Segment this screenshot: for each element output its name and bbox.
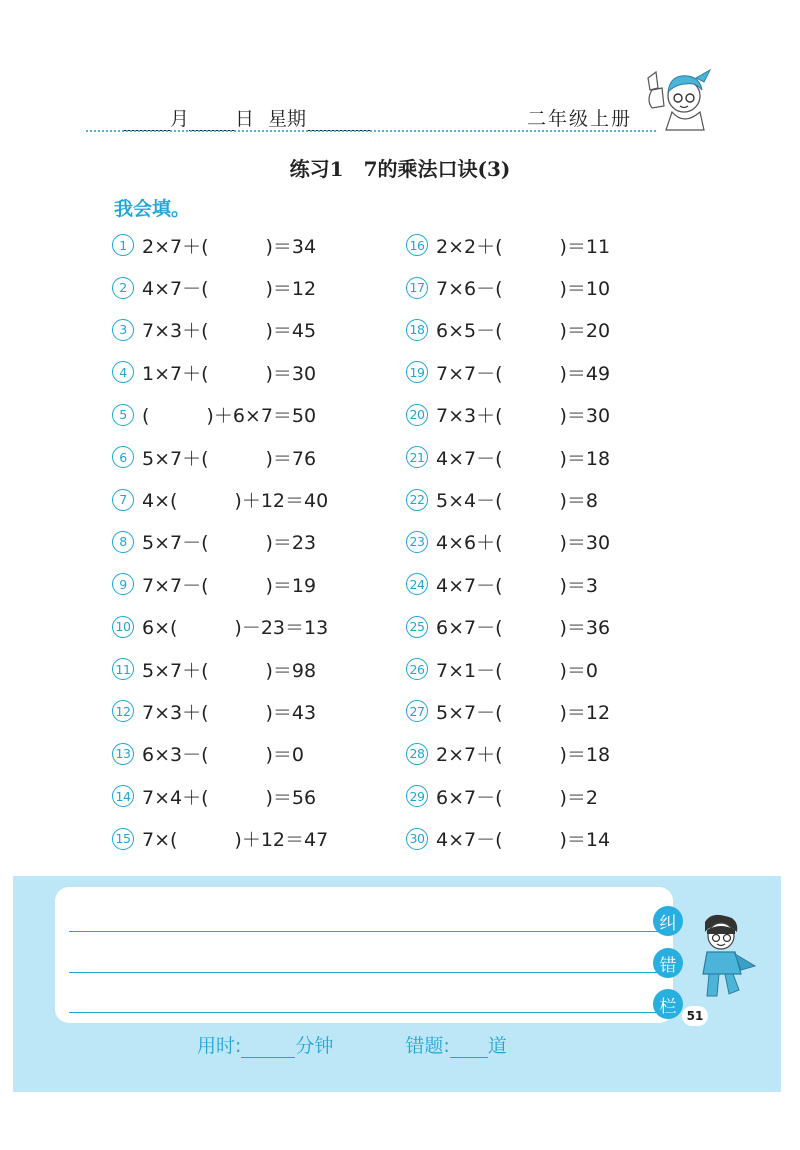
correction-char: 错 (653, 948, 683, 978)
problem-number: 11 (112, 658, 134, 680)
problem-expression: 4×7－( )＝12 (142, 278, 317, 301)
problem-expression: 5×7＋( )＝98 (142, 659, 317, 682)
problem-number: 12 (112, 700, 134, 722)
problem-column-right (406, 224, 610, 860)
problem-row[interactable] (112, 733, 328, 775)
problem-row[interactable] (112, 224, 328, 266)
problem-number: 23 (406, 531, 428, 553)
mascot-thumbs-up-icon (638, 66, 722, 136)
day-blank[interactable] (189, 111, 235, 131)
problem-row[interactable] (406, 309, 610, 351)
problem-expression: 6×7－( )＝2 (436, 786, 599, 809)
problem-row[interactable] (112, 775, 328, 817)
problem-number: 26 (406, 658, 428, 680)
problem-expression: 7×7－( )＝49 (436, 362, 611, 385)
problem-number: 5 (112, 404, 134, 426)
problem-row[interactable] (112, 563, 328, 605)
problem-expression: 7×3＋( )＝30 (436, 405, 611, 428)
problem-row[interactable] (112, 690, 328, 732)
problem-row[interactable] (112, 436, 328, 478)
problem-expression: 4×7－( )＝18 (436, 447, 611, 470)
problem-expression: 5×7－( )＝23 (142, 532, 317, 555)
writing-line[interactable] (69, 1012, 663, 1013)
problem-row[interactable] (406, 266, 610, 308)
errors-unit: 道 (487, 1035, 507, 1057)
problem-expression: 6×7－( )＝36 (436, 617, 611, 640)
weekday-blank[interactable] (306, 111, 370, 131)
problem-expression: 7×4＋( )＝56 (142, 786, 317, 809)
problem-row[interactable] (406, 817, 610, 859)
problem-expression: 2×2＋( )＝11 (436, 235, 611, 258)
errors-label: 错题: (405, 1035, 450, 1057)
page-number: 51 (682, 1006, 708, 1026)
problem-number: 10 (112, 616, 134, 638)
problem-row[interactable] (406, 351, 610, 393)
problem-number: 18 (406, 319, 428, 341)
errors-blank[interactable] (450, 1040, 488, 1058)
problem-number: 2 (112, 277, 134, 299)
problem-row[interactable] (406, 606, 610, 648)
problem-number: 9 (112, 573, 134, 595)
header-divider (86, 130, 656, 132)
problem-number: 1 (112, 234, 134, 256)
problem-row[interactable] (112, 394, 328, 436)
page-header (0, 0, 800, 140)
problem-row[interactable] (406, 690, 610, 732)
problem-row[interactable] (406, 563, 610, 605)
correction-char: 栏 (653, 989, 683, 1019)
problem-number: 14 (112, 785, 134, 807)
problem-expression: 4×7－( )＝3 (436, 574, 599, 597)
problem-number: 24 (406, 573, 428, 595)
problem-number: 16 (406, 234, 428, 256)
problem-column-left (112, 224, 328, 860)
problem-row[interactable] (112, 266, 328, 308)
problem-expression: 7×7－( )＝19 (142, 574, 317, 597)
correction-section (13, 876, 781, 1092)
problem-expression: 5×7－( )＝12 (436, 701, 611, 724)
problem-number: 19 (406, 361, 428, 383)
grade-label: 二年级上册 (527, 108, 633, 130)
problem-row[interactable] (406, 521, 610, 563)
problem-expression: 6×( )－23＝13 (142, 617, 329, 640)
problem-row[interactable] (112, 309, 328, 351)
time-label: 用时: (197, 1035, 242, 1057)
problem-expression: 6×3－( )＝0 (142, 744, 305, 767)
weekday-label: 星期 (268, 108, 307, 130)
month-label: 月 (170, 108, 190, 130)
problem-row[interactable] (112, 521, 328, 563)
problem-number: 27 (406, 700, 428, 722)
writing-line[interactable] (69, 931, 663, 932)
time-error-bar (197, 1031, 507, 1058)
problem-number: 8 (112, 531, 134, 553)
problem-number: 21 (406, 446, 428, 468)
problem-expression: 5×7＋( )＝76 (142, 447, 317, 470)
problem-expression: 7×( )＋12＝47 (142, 829, 329, 852)
problem-row[interactable] (112, 606, 328, 648)
problem-expression: 5×4－( )＝8 (436, 490, 599, 513)
problem-number: 28 (406, 743, 428, 765)
date-line (122, 104, 370, 131)
problem-row[interactable] (112, 478, 328, 520)
problem-row[interactable] (406, 733, 610, 775)
problem-expression: ( )＋6×7＝50 (142, 405, 317, 428)
writing-line[interactable] (69, 972, 663, 973)
problem-number: 29 (406, 785, 428, 807)
problem-expression: 2×7＋( )＝34 (142, 235, 317, 258)
exercise-title: 练习1 7的乘法口诀(3) (289, 157, 511, 181)
day-label: 日 (235, 108, 255, 130)
problem-number: 25 (406, 616, 428, 638)
problem-expression: 4×6＋( )＝30 (436, 532, 611, 555)
problem-row[interactable] (406, 394, 610, 436)
problem-expression: 7×3＋( )＝45 (142, 320, 317, 343)
instruction: 我会填。 (114, 198, 191, 220)
problem-expression: 4×7－( )＝14 (436, 829, 611, 852)
mascot-superhero-icon (685, 912, 757, 1004)
problem-row[interactable] (406, 648, 610, 690)
problem-number: 30 (406, 828, 428, 850)
correction-char: 纠 (653, 906, 683, 936)
problem-number: 13 (112, 743, 134, 765)
problem-expression: 4×( )＋12＝40 (142, 490, 329, 513)
problem-row[interactable] (112, 351, 328, 393)
problem-row[interactable] (112, 648, 328, 690)
problem-expression: 2×7＋( )＝18 (436, 744, 611, 767)
problem-number: 17 (406, 277, 428, 299)
problem-number: 4 (112, 361, 134, 383)
problem-row[interactable] (112, 817, 328, 859)
time-unit: 分钟 (295, 1035, 334, 1057)
problem-number: 22 (406, 489, 428, 511)
time-blank[interactable] (241, 1040, 295, 1058)
problem-expression: 7×6－( )＝10 (436, 278, 611, 301)
problem-row[interactable] (406, 478, 610, 520)
problem-row[interactable] (406, 224, 610, 266)
problem-row[interactable] (406, 775, 610, 817)
problem-expression: 7×1－( )＝0 (436, 659, 599, 682)
month-blank[interactable] (122, 111, 170, 131)
problem-number: 15 (112, 828, 134, 850)
problem-expression: 1×7＋( )＝30 (142, 362, 317, 385)
problem-number: 7 (112, 489, 134, 511)
problem-number: 3 (112, 319, 134, 341)
problem-expression: 7×3＋( )＝43 (142, 701, 317, 724)
problem-expression: 6×5－( )＝20 (436, 320, 611, 343)
problem-row[interactable] (406, 436, 610, 478)
problem-number: 6 (112, 446, 134, 468)
problem-number: 20 (406, 404, 428, 426)
correction-panel (55, 887, 673, 1023)
